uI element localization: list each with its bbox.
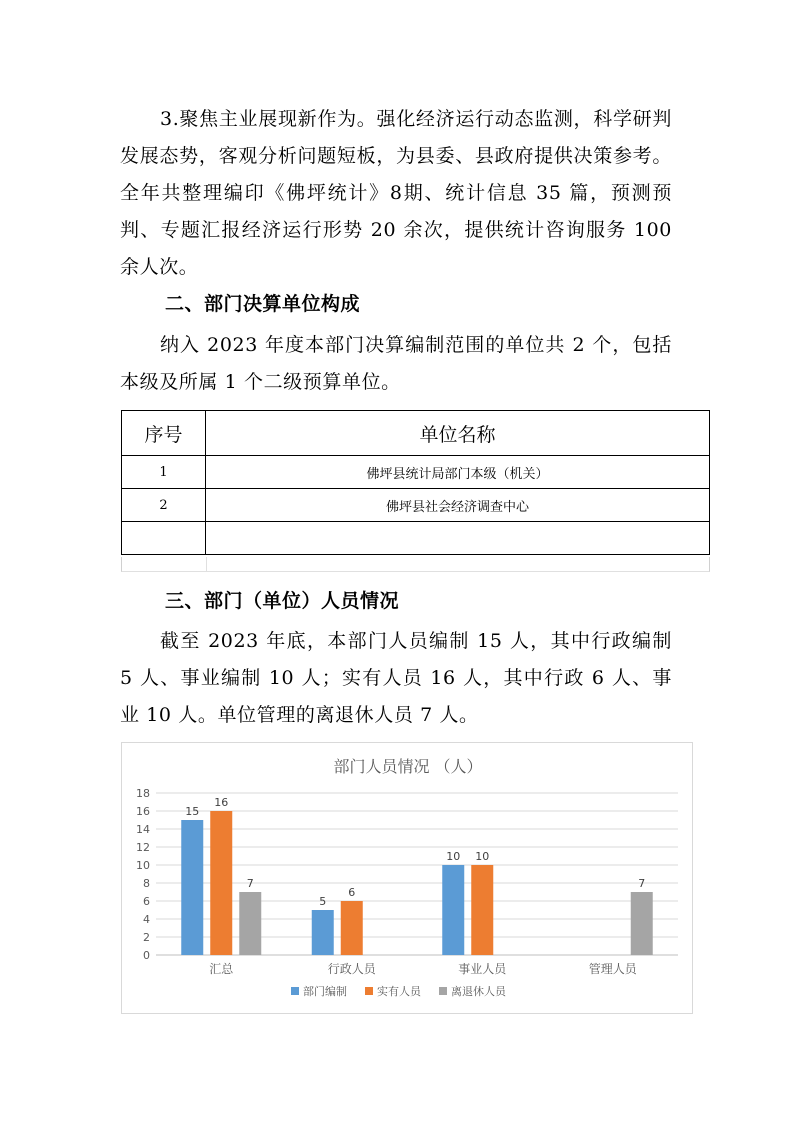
section-heading-staff: 三、部门（单位）人员情况 [165,590,400,612]
category-label: 管理人员 [588,962,637,976]
table-row [122,456,710,489]
cell-unit-name [206,522,710,555]
data-label: 7 [638,877,646,890]
legend-label: 实有人员 [377,985,421,998]
legend-label: 部门编制 [303,985,347,998]
y-tick-label: 14 [136,823,150,836]
table-row [122,522,710,555]
units-table [121,410,710,555]
y-tick-label: 12 [136,841,150,854]
y-tick-label: 10 [136,859,150,872]
paragraph-staff: 截至 2023 年底，本部门人员编制 15 人，其中行政编制 5 人、事业编制 10 人；实有人员 16 人，其中行政 6 人、事业 10 人。单位管理的离退休人员 7 人。 [120,630,672,726]
bar [442,865,464,955]
bar [631,892,653,955]
cell-seq [122,522,206,555]
data-label: 10 [446,850,461,863]
y-tick-label: 4 [143,913,150,926]
chart-title: 部门人员情况 （人） [333,757,483,776]
y-tick-label: 8 [143,877,150,890]
data-label: 15 [185,805,200,818]
paragraph-work-summary: 3.聚焦主业展现新作为。强化经济运行动态监测，科学研判发展态势，客观分析问题短板，为县委、县政府提供决策参考。全年共整理编印《佛坪统计》8期、统计信息 35 篇，预测预判、专题汇报经济运行形势 20 余次，提供统计咨询服务 100 余人次。 [120,108,672,278]
staff-bar-chart [122,743,694,1015]
bar [312,910,334,955]
cell-unit-name: 佛坪县统计局部门本级（机关） [206,456,710,489]
legend-swatch [291,987,299,995]
y-tick-label: 2 [143,931,150,944]
staff-chart [121,742,693,1014]
category-label: 事业人员 [458,962,507,976]
header-seq: 序号 [122,411,206,456]
y-tick-label: 0 [143,949,150,962]
bar [471,865,493,955]
y-tick-label: 6 [143,895,150,908]
cell-unit-name: 佛坪县社会经济调查中心 [206,489,710,522]
cell-seq: 1 [122,456,206,489]
bar [341,901,363,955]
legend-label: 离退休人员 [451,985,506,998]
section-heading-units: 二、部门决算单位构成 [165,293,361,315]
table-header-row [122,411,710,456]
bar [181,820,203,955]
data-label: 10 [475,850,490,863]
header-unit-name: 单位名称 [206,411,710,456]
legend-swatch [365,987,373,995]
table-row [122,489,710,522]
paragraph-units: 纳入 2023 年度本部门决算编制范围的单位共 2 个，包括本级及所属 1 个二级预算单位。 [120,334,672,393]
cell-seq: 2 [122,489,206,522]
data-label: 16 [214,796,229,809]
data-label: 6 [348,886,356,899]
category-label: 行政人员 [327,962,376,976]
data-label: 7 [246,877,254,890]
bar [239,892,261,955]
y-tick-label: 16 [136,805,150,818]
data-label: 5 [319,895,327,908]
category-label: 汇总 [209,962,234,976]
bar [210,811,232,955]
table-trailing-row [121,557,710,572]
legend-swatch [439,987,447,995]
y-tick-label: 18 [136,787,150,800]
